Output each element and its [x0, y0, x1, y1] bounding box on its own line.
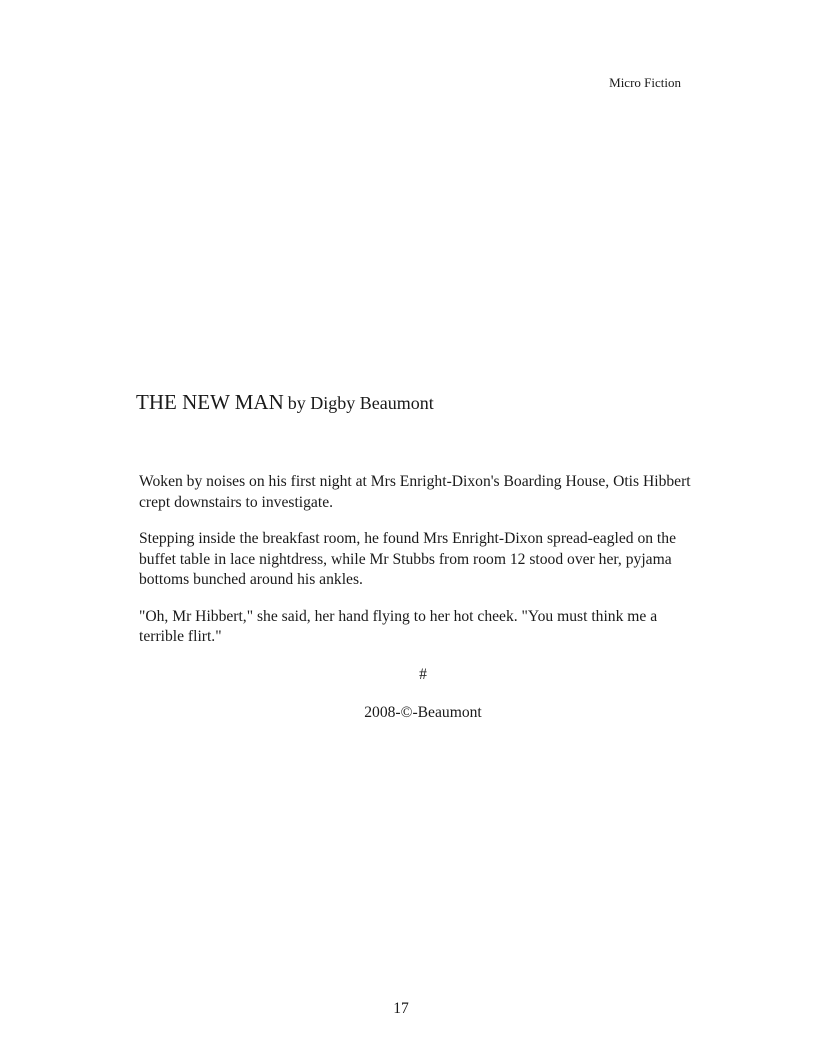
copyright-notice: 2008-©-Beaumont — [364, 704, 482, 721]
page-number: 17 — [393, 1000, 409, 1017]
story-byline: by Digby Beaumont — [287, 393, 434, 413]
running-head: Micro Fiction — [609, 75, 681, 90]
story-body — [139, 472, 699, 664]
section-separator: # — [419, 666, 427, 683]
story-paragraph-1: Woken by noises on his first night at Mrs Enright-Dixon's Boarding House, Otis Hibbert crept downstairs to investigate. — [139, 473, 691, 511]
story-title-main: THE NEW MAN — [136, 390, 284, 414]
story-title — [136, 390, 434, 415]
story-paragraph-2: Stepping inside the breakfast room, he found Mrs Enright-Dixon spread-eagled on the buffet table in lace nightdress, while Mr Stubbs from room 12 stood over her, pyjama bottoms bunched around his ankles. — [139, 530, 676, 588]
story-paragraph-3: "Oh, Mr Hibbert," she said, her hand flying to her hot cheek. "You must think me a terrible flirt." — [139, 607, 658, 645]
